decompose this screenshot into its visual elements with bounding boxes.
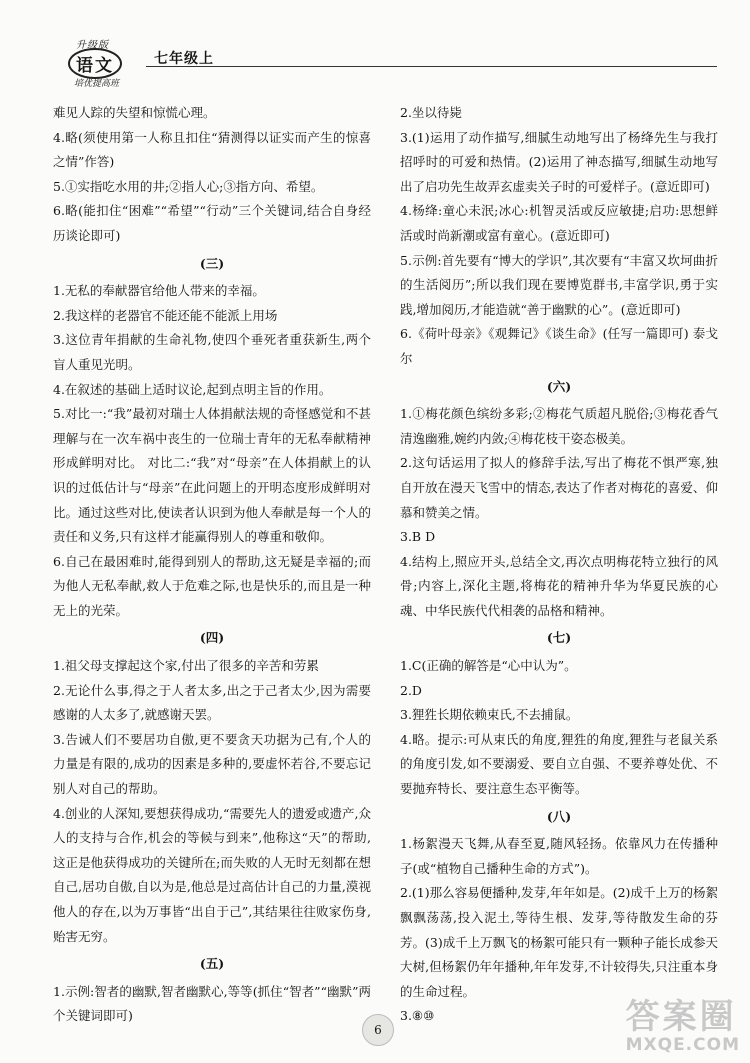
answer-paragraph: 4.在叙述的基础上适时议论,起到点明主旨的作用。 <box>53 381 332 397</box>
answer-paragraph: 5.对比一:“我”最初对瑞士人体捐献法规的奇怪感觉和不甚理解与在一次车祸中丧生的一位瑞士青年的无私奉献精神形成鲜明对比。 对比二:“我”对“母亲”在人体捐献上的认识的过低估计与“母亲”在此问题上的开明态度形成鲜明对比。通过这些对比,使读者认识到为他人奉献是每一个人的责任和义务,只有这样才能赢得别人的尊重和敬仰。 <box>53 406 371 545</box>
answer-paragraph: 5.①实指吃水用的井;②指人心;③指方向、希望。 <box>53 178 324 194</box>
left-column <box>53 101 371 1029</box>
answer-paragraph: 1.①梅花颜色缤纷多彩;②梅花气质超凡脱俗;③梅花香气清逸幽雅,婉约内敛;④梅花枝干姿态极美。 <box>400 406 718 446</box>
section-heading: (六) <box>546 378 572 394</box>
watermark-line1: 答案圈 <box>625 997 737 1037</box>
answer-paragraph: 1.杨絮漫天飞舞,从春至夏,随风轻扬。依靠风力在传播种子(或“植物自己播种生命的方式”)。 <box>400 836 718 876</box>
answer-paragraph: 2.(1)那么容易便播种,发芽,年年如是。(2)成千上万的杨絮飘飘荡荡,投入泥土,等待生根、发芽,等待散发生命的芬芳。(3)成千上万飘飞的杨絮可能只有一颗种子能长成参天大树,但杨絮仍年年播种,年年发芽,不计较得失,只注重本身的生命过程。 <box>400 885 718 999</box>
logo-top-text: 升级版 <box>76 40 109 51</box>
answer-paragraph: 6.《荷叶母亲》《观舞记》《谈生命》(任写一篇即可) 泰戈尔 <box>400 326 718 366</box>
logo-sub-text: 培优提高班 <box>74 79 120 89</box>
series-logo <box>62 36 134 91</box>
header-divider <box>146 66 717 67</box>
answer-paragraph: 3.(1)运用了动作描写,细腻生动地写出了杨绛先生与我打招呼时的可爱和热情。(2)运用了神态描写,细腻生动地写出了启功先生故弄玄虚卖关子时的可爱样子。(意近即可) <box>400 129 718 194</box>
answer-paragraph: 1.C(正确的解答是“心中认为”。 <box>400 658 577 674</box>
answer-paragraph: 3.这位青年捐献的生命礼物,使四个垂死者重获新生,两个盲人重见光明。 <box>53 332 371 372</box>
answer-paragraph: 难见人踪的失望和惊慌心理。 <box>53 105 216 120</box>
answer-paragraph: 1.祖父母支撑起这个家,付出了很多的辛苦和劳累 <box>53 658 319 674</box>
answer-paragraph: 4.略(须使用第一人称且扣住“猜测得以证实而产生的惊喜之情”作答) <box>53 129 371 170</box>
answer-paragraph: 3.告诫人们不要居功自傲,更不要贪天功据为己有,个人的力量是有限的,成功的因素是多种的,要虚怀若谷,不要忘记别人对自己的帮助。 <box>53 731 371 797</box>
right-column <box>400 101 718 1029</box>
watermark <box>626 999 740 1055</box>
section-heading: (七) <box>546 630 572 646</box>
section-heading: (八) <box>546 808 572 824</box>
answer-paragraph: 2.D <box>400 682 422 698</box>
section-heading: (四) <box>199 630 225 646</box>
answer-paragraph: 3.狸狌长期依赖束氏,不去捕鼠。 <box>400 707 579 723</box>
section-heading: (三) <box>199 255 225 271</box>
answer-paragraph: 3.⑧⑩ <box>400 1008 435 1024</box>
answer-paragraph: 5.示例:首先要有“博大的学识”,其次要有“丰富又坎坷曲折的生活阅历”;所以我们现在要博览群书,丰富学识,勇于实践,增加阅历,才能造就“善于幽默的心”。(意近即可) <box>400 252 718 317</box>
answer-paragraph: 1.无私的奉献器官给他人带来的幸福。 <box>53 283 265 299</box>
answer-paragraph: 2.这句话运用了拟人的修辞手法,写出了梅花不惧严寒,独自开放在漫天飞雪中的情态,表达了作者对梅花的喜爱、仰慕和赞美之情。 <box>400 455 718 520</box>
answer-paragraph: 6.略(能扣住“困难”“希望”“行动”三个关键词,结合自身经历谈论即可) <box>53 203 371 243</box>
answer-paragraph: 4.略。提示:可从束氏的角度,狸狌的角度,狸狌与老鼠关系的角度引发,如不要溺爱、要自立自强、不要养尊处优、不要抛弃特长、要注意生态平衡等。 <box>400 731 718 797</box>
answer-paragraph: 3.B D <box>400 529 436 545</box>
answer-paragraph: 2.我这样的老器官不能还能不能派上用场 <box>53 307 278 323</box>
answer-paragraph: 2.无论什么事,得之于人者太多,出之于己者太少,因为需要感谢的人太多了,就感谢天罢。 <box>53 682 371 723</box>
answer-paragraph: 1.示例:智者的幽默,智者幽默心,等等(抓住“智者”“幽默”两个关键词即可) <box>53 983 371 1024</box>
answer-paragraph: 6.自己在最困难时,能得到别人的帮助,这无疑是幸福的;而为他人无私奉献,救人于危难之际,也是快乐的,而且是一种无上的光荣。 <box>53 553 371 618</box>
answer-paragraph: 4.杨绛:童心未泯;冰心:机智灵活或反应敏捷;启功:思想鲜活或时尚新潮或富有童心。(意近即可) <box>400 203 718 243</box>
answer-paragraph: 4.结构上,照应开头,总结全文,再次点明梅花特立独行的风骨;内容上,深化主题,将梅花的精神升华为华夏民族的心魂、中华民族代代相袭的品格和精神。 <box>400 553 718 618</box>
grade-label: 七年级上 <box>154 51 214 67</box>
section-heading: (五) <box>199 956 225 972</box>
page-header <box>62 36 717 91</box>
logo-main-text: 语文 <box>68 48 122 79</box>
answer-paragraph: 4.创业的人深知,要想获得成功,“需要先人的遗爱或遗产,众人的支持与合作,机会的等候与到来”,他称这“天”的帮助,这正是他获得成功的关键所在;而失败的人无时无刻都在想自己,居功自傲,自以为是,他总是过高估计自己的力量,漠视他人的存在,以为万事皆“出自于己”,其结果往往败家伤身,贻害无穷。 <box>53 805 371 944</box>
page-number: 6 <box>362 1014 394 1046</box>
watermark-line2: MXQE.COM <box>625 1035 740 1055</box>
answer-paragraph: 2.坐以待毙 <box>400 105 462 120</box>
